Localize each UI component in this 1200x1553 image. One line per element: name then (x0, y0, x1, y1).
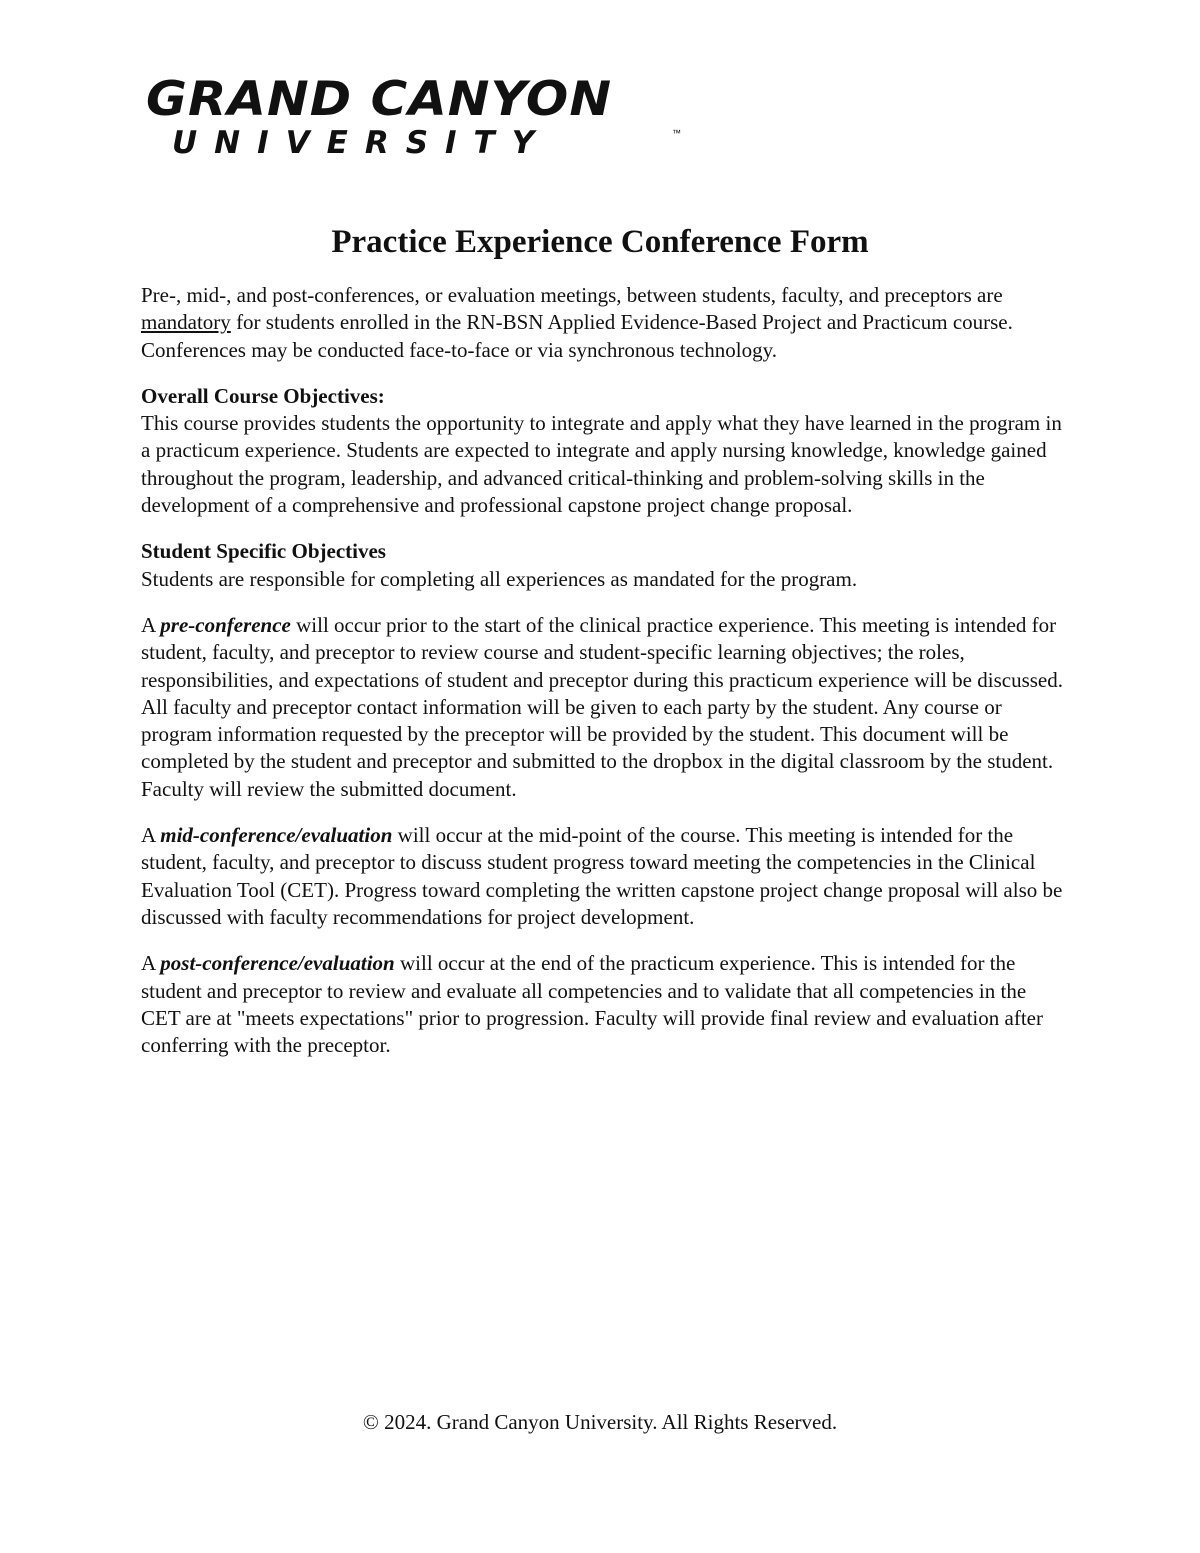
pre-conference-lead: A (141, 612, 161, 637)
intro-text-after: for students enrolled in the RN-BSN Applied Evidence-Based Project and Practicum course. Conferences may be conducted face-to-face or via synchronous technology. (141, 310, 1013, 362)
copyright-footer: © 2024. Grand Canyon University. All Rights Reserved. (362, 1410, 838, 1434)
specific-objectives-section (141, 538, 1063, 593)
intro-paragraph (141, 282, 1063, 364)
specific-objectives-body: Students are responsible for completing all experiences as mandated for the program. (141, 566, 858, 591)
logo-trademark: ™ (672, 128, 681, 138)
university-logo (146, 72, 681, 166)
post-conference-body: will occur at the end of the practicum experience. This is intended for the student and preceptor to review and evaluate all competencies and to validate that all competencies in the CET are at "meets expectations" prior to progression. Faculty will provide final review and evaluation after conferring with the preceptor. (141, 951, 1043, 1058)
overall-objectives-body: This course provides students the opportunity to integrate and apply what they have learned in the program in a practicum experience. Students are expected to integrate and apply nursing knowledge, knowledge gained throughout the program, leadership, and advanced critical-thinking and problem-solving skills in the development of a comprehensive and professional capstone project change proposal. (141, 411, 1062, 518)
post-conference-term: post-conference/evaluation (160, 951, 395, 976)
post-conference-lead: A (141, 951, 161, 976)
pre-conference-term: pre-conference (160, 612, 291, 637)
mid-conference-paragraph (141, 822, 1063, 931)
logo-line-university: UNIVERSITY (172, 125, 552, 161)
pre-conference-paragraph (141, 612, 1063, 803)
intro-text-before: Pre-, mid-, and post-conferences, or evaluation meetings, between students, faculty, and preceptors are (141, 283, 1003, 307)
pre-conference-body: will occur prior to the start of the clinical practice experience. This meeting is intended for student, faculty, and preceptor to review course and student-specific learning objectives; the roles, responsibilities, and expectations of student and preceptor during this practicum experience will be discussed. All faculty and preceptor contact information will be given to each party by the student. Any course or program information requested by the preceptor will be provided by the student. This document will be completed by the student and preceptor and submitted to the dropbox in the digital classroom by the student. Faculty will review the submitted document. (141, 612, 1063, 801)
logo-line-grand-canyon: GRAND CANYON (146, 72, 613, 127)
overall-objectives-heading: Overall Course Objectives: (141, 383, 385, 408)
mandatory-underlined: mandatory (141, 310, 231, 335)
mid-conference-term: mid-conference/evaluation (160, 823, 393, 848)
post-conference-paragraph (141, 950, 1063, 1059)
mid-conference-body: will occur at the mid-point of the course. This meeting is intended for the student, faculty, and preceptor to discuss student progress toward meeting the competencies in the Clinical Evaluation Tool (CET). Progress toward completing the written capstone project change proposal will also be discussed with faculty recommendations for project development. (141, 823, 1063, 929)
specific-objectives-heading: Student Specific Objectives (141, 539, 386, 564)
document-body (141, 282, 1063, 1078)
mid-conference-lead: A (141, 823, 161, 848)
page-title: Practice Experience Conference Form (331, 224, 869, 260)
overall-objectives-section (141, 383, 1063, 519)
